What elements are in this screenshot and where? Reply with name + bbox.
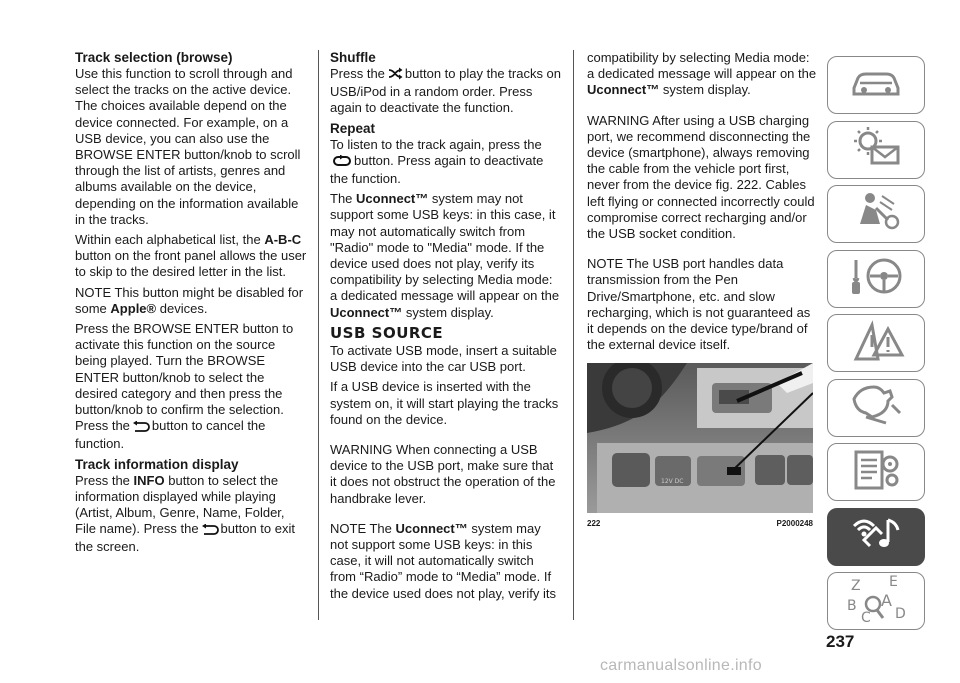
- page-number: 237: [826, 632, 855, 651]
- usb-port-figure: [587, 363, 813, 513]
- paragraph: compatibility by selecting Media mode: a dedicated message will appear on the Uconnect™ system display.: [587, 50, 817, 98]
- technical-data-icon: [846, 448, 906, 497]
- heading-shuffle: Shuffle: [330, 50, 376, 65]
- tab-car[interactable]: [827, 56, 925, 114]
- tab-warning-lights[interactable]: [827, 121, 925, 179]
- paragraph: If a USB device is inserted with the system on, it will start playing the tracks found on the device.: [330, 379, 559, 427]
- svg-text:E: E: [889, 573, 898, 590]
- back-arrow-icon: [132, 420, 150, 436]
- heading-repeat: Repeat: [330, 120, 376, 136]
- figure-number: 222: [587, 519, 601, 529]
- watermark: carmanualsonline.info: [600, 657, 762, 674]
- svg-text:A: A: [881, 590, 892, 610]
- tab-multimedia[interactable]: [827, 508, 925, 566]
- multimedia-icon: [846, 512, 906, 561]
- column-divider: [573, 50, 574, 620]
- warning: WARNING After using a USB charging port, we recommend disconnecting the device (smartphone), always removing the cable from the vehicle port first, never from the device fig. 222. Cables left flying or connected incorrectly could compromise correct recharging and/or the USB socket condition.: [587, 112, 815, 242]
- svg-text:D: D: [895, 605, 906, 622]
- car-icon: [846, 66, 906, 105]
- figure-caption: [587, 516, 813, 532]
- note: NOTE This button might be disabled for some Apple® devices.: [75, 284, 304, 316]
- column-1: [75, 50, 307, 560]
- back-arrow-icon: [201, 523, 219, 539]
- heading-track-selection: Track selection (browse): [75, 50, 233, 65]
- tab-maintenance[interactable]: [827, 379, 925, 437]
- paragraph: Within each alphabetical list, the A-B-C button on the front panel allows the user to skip to the desired letter in the list.: [75, 232, 307, 280]
- emergency-road-icon: [846, 319, 906, 368]
- paragraph: The Uconnect™ system may not support some USB keys: in this case, it may not automatically switch from "Radio" mode to "Media" mode. If the device used does not play, verify its compatibility by selecting Media mode: a dedicated message will appear on the Uconnect™ system display.: [330, 191, 560, 320]
- column-3: [587, 50, 819, 533]
- tab-emergency[interactable]: [827, 314, 925, 372]
- column-2: [330, 50, 562, 606]
- paragraph: Press the BROWSE ENTER button to activate this function on the source being played. Turn the BROWSE ENTER button/knob to select the desired category and then press the button/knob to confirm the selection. Press the button to cancel the function.: [75, 321, 294, 452]
- index-icon: [841, 574, 911, 629]
- tab-technical-data[interactable]: [827, 443, 925, 501]
- figure-code: P2000248: [776, 519, 813, 529]
- shuffle-icon: [387, 67, 403, 84]
- warning-lights-icon: [846, 127, 906, 172]
- acc-label: 12V DC: [661, 478, 684, 486]
- note: NOTE The Uconnect™ system may not support some USB keys: in this case, it will not automatically switch from “Radio” mode to “Media” mode. If the device used does not play, verify its: [330, 520, 556, 601]
- heading-usb-source: USB SOURCE: [330, 323, 444, 342]
- paragraph: Press the INFO button to select the information displayed while playing (Artist, Album, Genre, Name, Folder, File name). Press the button to exit the screen.: [75, 472, 295, 555]
- svg-text:C: C: [861, 609, 871, 624]
- chapter-tabs: [827, 56, 927, 637]
- note: NOTE The USB port handles data transmission from the Pen Drive/Smartphone, etc. and slow recharging, which is not guaranteed as it depends on the device type/brand of the external device itself.: [587, 256, 811, 353]
- svg-text:B: B: [847, 597, 857, 614]
- tab-steering[interactable]: [827, 250, 925, 308]
- maintenance-icon: [846, 383, 906, 432]
- repeat-icon: [332, 155, 352, 171]
- tab-safety[interactable]: [827, 185, 925, 243]
- paragraph: Press the button to play the tracks on USB/iPod in a random order. Press again to deactivate the function.: [330, 66, 562, 116]
- paragraph: Use this function to scroll through and select the tracks on the active device. The choices available depend on the device connected. For example, on a USB device, you can also use the BROWSE ENTER button/knob to scroll through the list of artists, genres and albums available on the device, depending on the information available in the tracks.: [75, 66, 301, 227]
- steering-wheel-icon: [846, 254, 906, 303]
- paragraph: To listen to the track again, press the button. Press again to deactivate the function.: [330, 136, 544, 187]
- warning: WARNING When connecting a USB device to the USB port, make sure that it does not obstruct the operation of the handbrake lever.: [330, 442, 556, 506]
- paragraph: To activate USB mode, insert a suitable USB device into the car USB port.: [330, 343, 557, 375]
- safety-airbag-icon: [846, 190, 906, 239]
- tab-index[interactable]: [827, 572, 925, 630]
- svg-text:Z: Z: [851, 577, 861, 594]
- heading-track-info: Track information display: [75, 456, 239, 472]
- column-divider: [318, 50, 319, 620]
